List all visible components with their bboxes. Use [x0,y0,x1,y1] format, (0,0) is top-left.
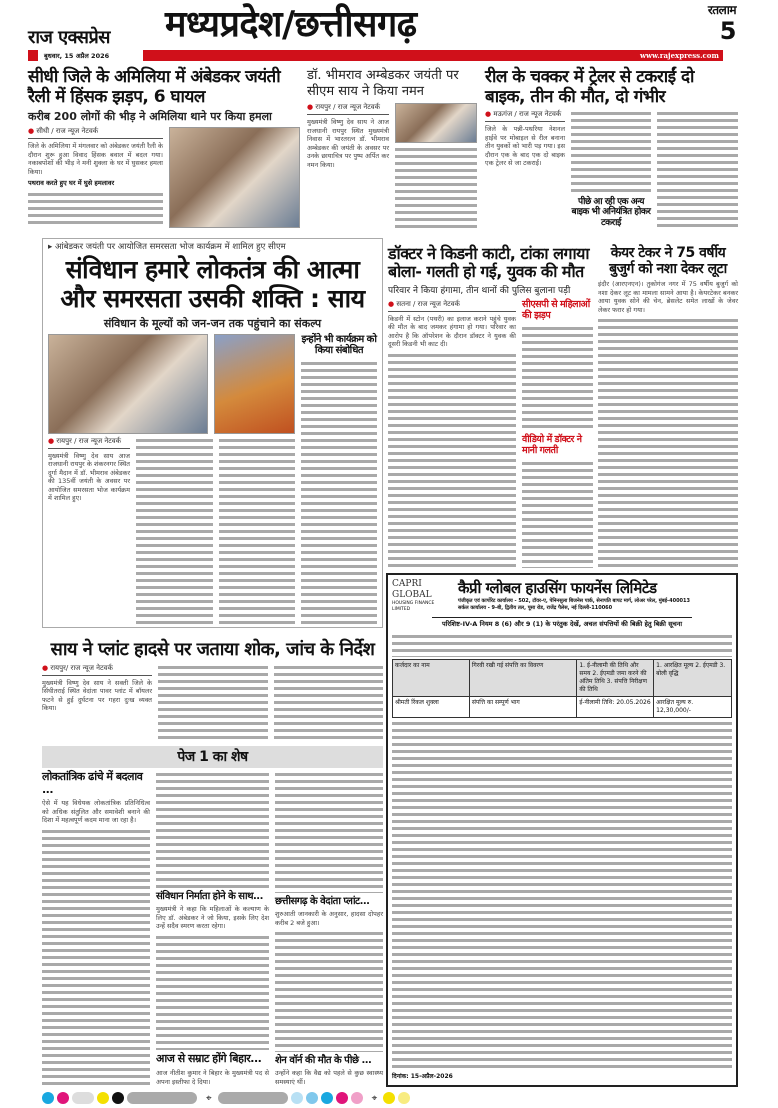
lead-inline-head: इन्होंने भी कार्यक्रम को किया संबोधित [301,333,377,356]
red-accent [28,50,38,61]
cont-body-3: आज नीतीश कुमार ने बिहार के मुख्यमंत्री पद से अपना इस्तीफा दे दिया। [156,1069,269,1086]
caretaker-text [598,317,738,568]
website-url: www.rajexpress.com [640,51,719,60]
ad-title: कैप्री ग्लोबल हाउसिंग फायनेंस लिमिटेड [458,579,657,598]
story3-inline-head: पीछे आ रही एक अन्य बाइक भी अनियंत्रित होकर टकराई [571,196,651,228]
story2-columns [307,103,477,228]
plant-byline: ● रायपुर/ राज न्यूज नेटवर्क [42,664,152,676]
story2 [307,68,477,228]
ad-logo: CAPRI GLOBAL [392,579,432,600]
plant-text-3 [274,664,384,740]
ad-col-header: 1. ई-नीलामी की तिथि और समय 2. ईएमडी जमा करने की अंतिम तिथि 3. संपत्ति निरीक्षण की तिथि [577,660,654,696]
page-marker [680,4,736,45]
lead-columns [48,334,377,625]
story3-columns [485,110,738,228]
lead-story-box [42,238,383,628]
lead-text-right [301,360,377,625]
story3-headline: रील के चक्कर में ट्रेलर से टकराईं दो बाइक, तीन की मौत, दो गंभीर [485,67,694,107]
story3-text [571,110,651,194]
lead-text-2 [136,437,213,625]
story1-headline: सीधी जिले के अमिलिया में अंबेडकर जयंती रैली में हिंसक झड़प, 6 घायल [28,67,281,107]
city-name: रतलाम [707,3,736,17]
color-registration-marks: ⌖ ⌖ [42,1092,413,1104]
story3 [485,68,738,228]
lead-kicker: ▸ आंबेडकर जयंती पर आयोजित समरसता भोज कार्यक्रम में शामिल हुए सीएम [48,242,286,252]
lead-kicker-text: आंबेडकर जयंती पर आयोजित समरसता भोज कार्यक्रम में शामिल हुए सीएम [54,242,286,252]
kidney-body: किडनी में स्टोन (पथरी) का इलाज कराने पहुंचे युवक की मौत के बाद जमकर हंगामा हो गया। परिवार का आरोप है कि ऑपरेशन के दौरान डॉक्टर ने युवक की दूसरी किडनी भी काट दी। [388,314,516,349]
cont-body-5: उन्होंने कहा कि वैद्य को पहले से कुछ स्वास्थ्य समस्याएं थीं। [275,1069,383,1086]
story1-inline: पथराव करते हुए घर में घुसे हमलावर [28,179,115,188]
header-bar [143,50,723,61]
story2-photo [395,103,477,143]
story3-body: जिले के पन्नी-पथरिया नेशनल हाईवे पर मोबाइल से रील बनाना तीन युवकों को भारी पड़ गया। इस दौरान एक के बाद एक दो बाइक एक ट्रेलर से जा टकराईं। [485,125,565,168]
lead-photo-1 [48,334,208,434]
lead-subhead: संविधान के मूल्यों को जन-जन तक पहुंचाने का संकल्प [103,316,322,330]
story1-columns [28,127,300,228]
ad-table-body [392,720,732,760]
kidney-byline: ● सतना / राज न्यूज नेटवर्क [388,300,516,312]
lead-text-3 [219,437,296,625]
kidney-red-subhead-1: सीएसपी से महिलाओं की झड़प [522,298,590,321]
ad-col-header: 1. आरक्षित मूल्य 2. ईएमडी 3. बोली वृद्धि [654,660,731,696]
story1-photo [169,127,300,228]
caretaker-story [598,245,738,568]
ad-cell: ई-नीलामी तिथि: 20.05.2026 [577,696,654,717]
continued-columns [42,771,383,1086]
ad-logo-sub: HOUSING FINANCE LIMITED [392,601,435,612]
cont-body-4: शुरुआती जानकारी के अनुसार, हादसा दोपहर करीब 2 बजे हुआ। [275,910,383,927]
cont-headline-4: छत्तीसगढ़ के वेदांता प्लांट... [275,895,370,907]
page-number: 5 [719,16,736,45]
ad-address-1: पंजीकृत एवं कार्पोरेट कार्यालय - 502, टॉवर-ए, पेनिनसुला बिजनेस पार्क, सेनापति बापट मार्ग, लोअर परेल, मुंबई-400013 [458,597,690,604]
ad-terms [392,762,732,1071]
cont-text-5 [275,930,383,1052]
story2-headline: डॉ. भीमराव अम्बेडकर जयंती पर सीएम साय ने किया नमन [307,68,459,99]
ad-col-header: गिरवी रखी गई संपत्ति का विवरण [470,660,578,696]
caretaker-body: इंदौर (आरएनएन)। तुकोगंज नगर में 75 वर्षीय बुजुर्ग को नशा देकर लूट का मामला सामने आया है। केयरटेकर बनकर आया युवक सोने की चेन, ब्रेसलेट समेत लाखों के जेवर लेकर फरार हो गया। [598,280,738,314]
lead-body: मुख्यमंत्री विष्णु देव साय आज राजधानी रायपुर के शंकरनगर स्थित दुर्गा मैदान में डॉ. भीमराव अंबेडकर की 135वीं जयंती के अवसर पर आयोजित समरसता भोज कार्यक्रम में शामिल हुए। [48,451,130,502]
kidney-headline: डॉक्टर ने किडनी काटी, टांका लगाया बोला- गलती हो गई, युवक की मौत [388,244,590,282]
kidney-red-subhead-2: वीडियो में डॉक्टर ने मानी गलती [522,434,582,457]
plant-headline: साय ने प्लांट हादसे पर जताया शोक, जांच के निर्देश [50,639,375,660]
cont-headline-3: आज से सम्राट होंगे बिहार... [156,1052,262,1066]
cont-body-2: मुख्यमंत्री ने कहा कि महिलाओं के कल्याण के लिए डॉ. अंबेडकर ने जो किया, इसके लिए देश उन्हें सदैव स्मरण करता रहेगा। [156,905,269,931]
story2-text [395,146,477,228]
cont-text-3 [156,934,269,1051]
plant-text-2 [158,664,268,740]
story1-body: जिले के अमिलिया में मंगलवार को अंबेडकर जयंती रैली के दौरान शुरू हुआ विवाद हिंसक बवाल में बदल गया। नकाबपोशों की भीड़ ने मनी शुक्ला के घर में घुसकर हमला किया। [28,142,163,176]
story1-text [28,191,163,228]
cont-headline-1: लोकतांत्रिक ढांचे में बदलाव ... [42,770,143,796]
kidney-text-2 [522,325,593,433]
story1-subhead: करीब 200 लोगों की भीड़ ने अमिलिया थाने पर किया हमला [28,110,272,124]
lead-byline: ● रायपुर / राज न्यूज नेटवर्क [48,437,130,449]
section-title: मध्यप्रदेश/छत्तीसगढ़ [165,4,417,45]
cont-headline-2: संविधान निर्माता होने के साथ... [156,890,263,902]
cont-text-1 [42,828,150,1086]
ad-date: दिनांक: 15-अप्रैल-2026 [392,1073,453,1080]
ad-notice [386,573,738,1087]
story3-byline: ● मऊगंज / राज न्यूज नेटवर्क [485,110,565,122]
cont-headline-5: शेन वॉर्न की मौत के पीछे ... [275,1054,372,1066]
cont-body-1: ऐसे में यह विधेयक लोकतांत्रिक प्रतिनिधित्व को अधिक संतुलित और समावेशी बनाने की दिशा में महत्वपूर्ण कदम माना जा रहा है। [42,799,150,825]
continued-banner: पेज 1 का शेष [42,746,383,768]
story2-body: मुख्यमंत्री विष्णु देव साय ने आज राजधानी रायपुर स्थित मुख्यमंत्री निवास में भारतरत्न डॉ. भीमराव अम्बेडकर की जयंती के अवसर पर उनके छायाचित्र पर पुष्प अर्पित कर नमन किया। [307,118,389,169]
story1 [28,68,300,228]
kidney-text [388,352,516,568]
issue-date: बुधवार, 15 अप्रैल 2026 [44,52,110,60]
ad-table [392,659,732,718]
caretaker-headline: केयर टेकर ने 75 वर्षीय बुजुर्ग को नशा देकर लूटा [609,245,727,278]
plant-story [42,640,383,740]
ad-address-2: सर्कल कार्यालय - 9-बी, द्वितीय तल, पूसा रोड, राजेंद्र पैलेस, नई दिल्ली-110060 [458,604,613,611]
lead-photo-2 [214,334,295,434]
continued-section [42,746,383,1086]
kidney-story [388,245,593,568]
cont-text-2 [156,771,269,888]
ad-notice-title: परिशिष्ट-IV-A नियम 8 (6) और 9 (1) के परंतुक देखें, अचल संपत्तियों की बिक्री हेतु बिक्री सूचना [432,617,692,629]
ad-cell: संपत्ति का सम्पूर्ण भाग [470,696,578,717]
kidney-subhead: परिवार ने किया हंगामा, तीन थानों की पुलिस बुलाना पड़ी [388,285,571,296]
story2-byline: ● रायपुर / राज न्यूज नेटवर्क [307,103,389,115]
ad-col-header: कर्जदार का नाम [393,660,470,696]
kidney-columns [388,300,593,568]
ad-cell: श्रीमती रिंकल शुक्ला [393,696,470,717]
lead-headline: संविधान हमारे लोकतंत्र की आत्मा और समरसता उसकी शक्ति : साय [60,255,365,313]
plant-body: मुख्यमंत्री विष्णु देव साय ने सक्ती जिले के सिंघीतराई स्थित वेदांता पावर प्लांट में बॉयलर फटने से हुई दुर्घटना पर गहरा दुःख व्यक्त किया। [42,678,152,713]
story3-text2 [657,110,738,228]
ad-cell: आरक्षित मूल्य रु. 12,30,000/- [654,696,731,717]
cont-text-4 [275,771,383,893]
brand-logo: राज एक्सप्रेस [28,27,110,48]
ad-intro-text [392,633,732,657]
kidney-text-3 [522,460,593,568]
story1-byline: ● सीधी / राज न्यूज नेटवर्क [28,127,163,139]
